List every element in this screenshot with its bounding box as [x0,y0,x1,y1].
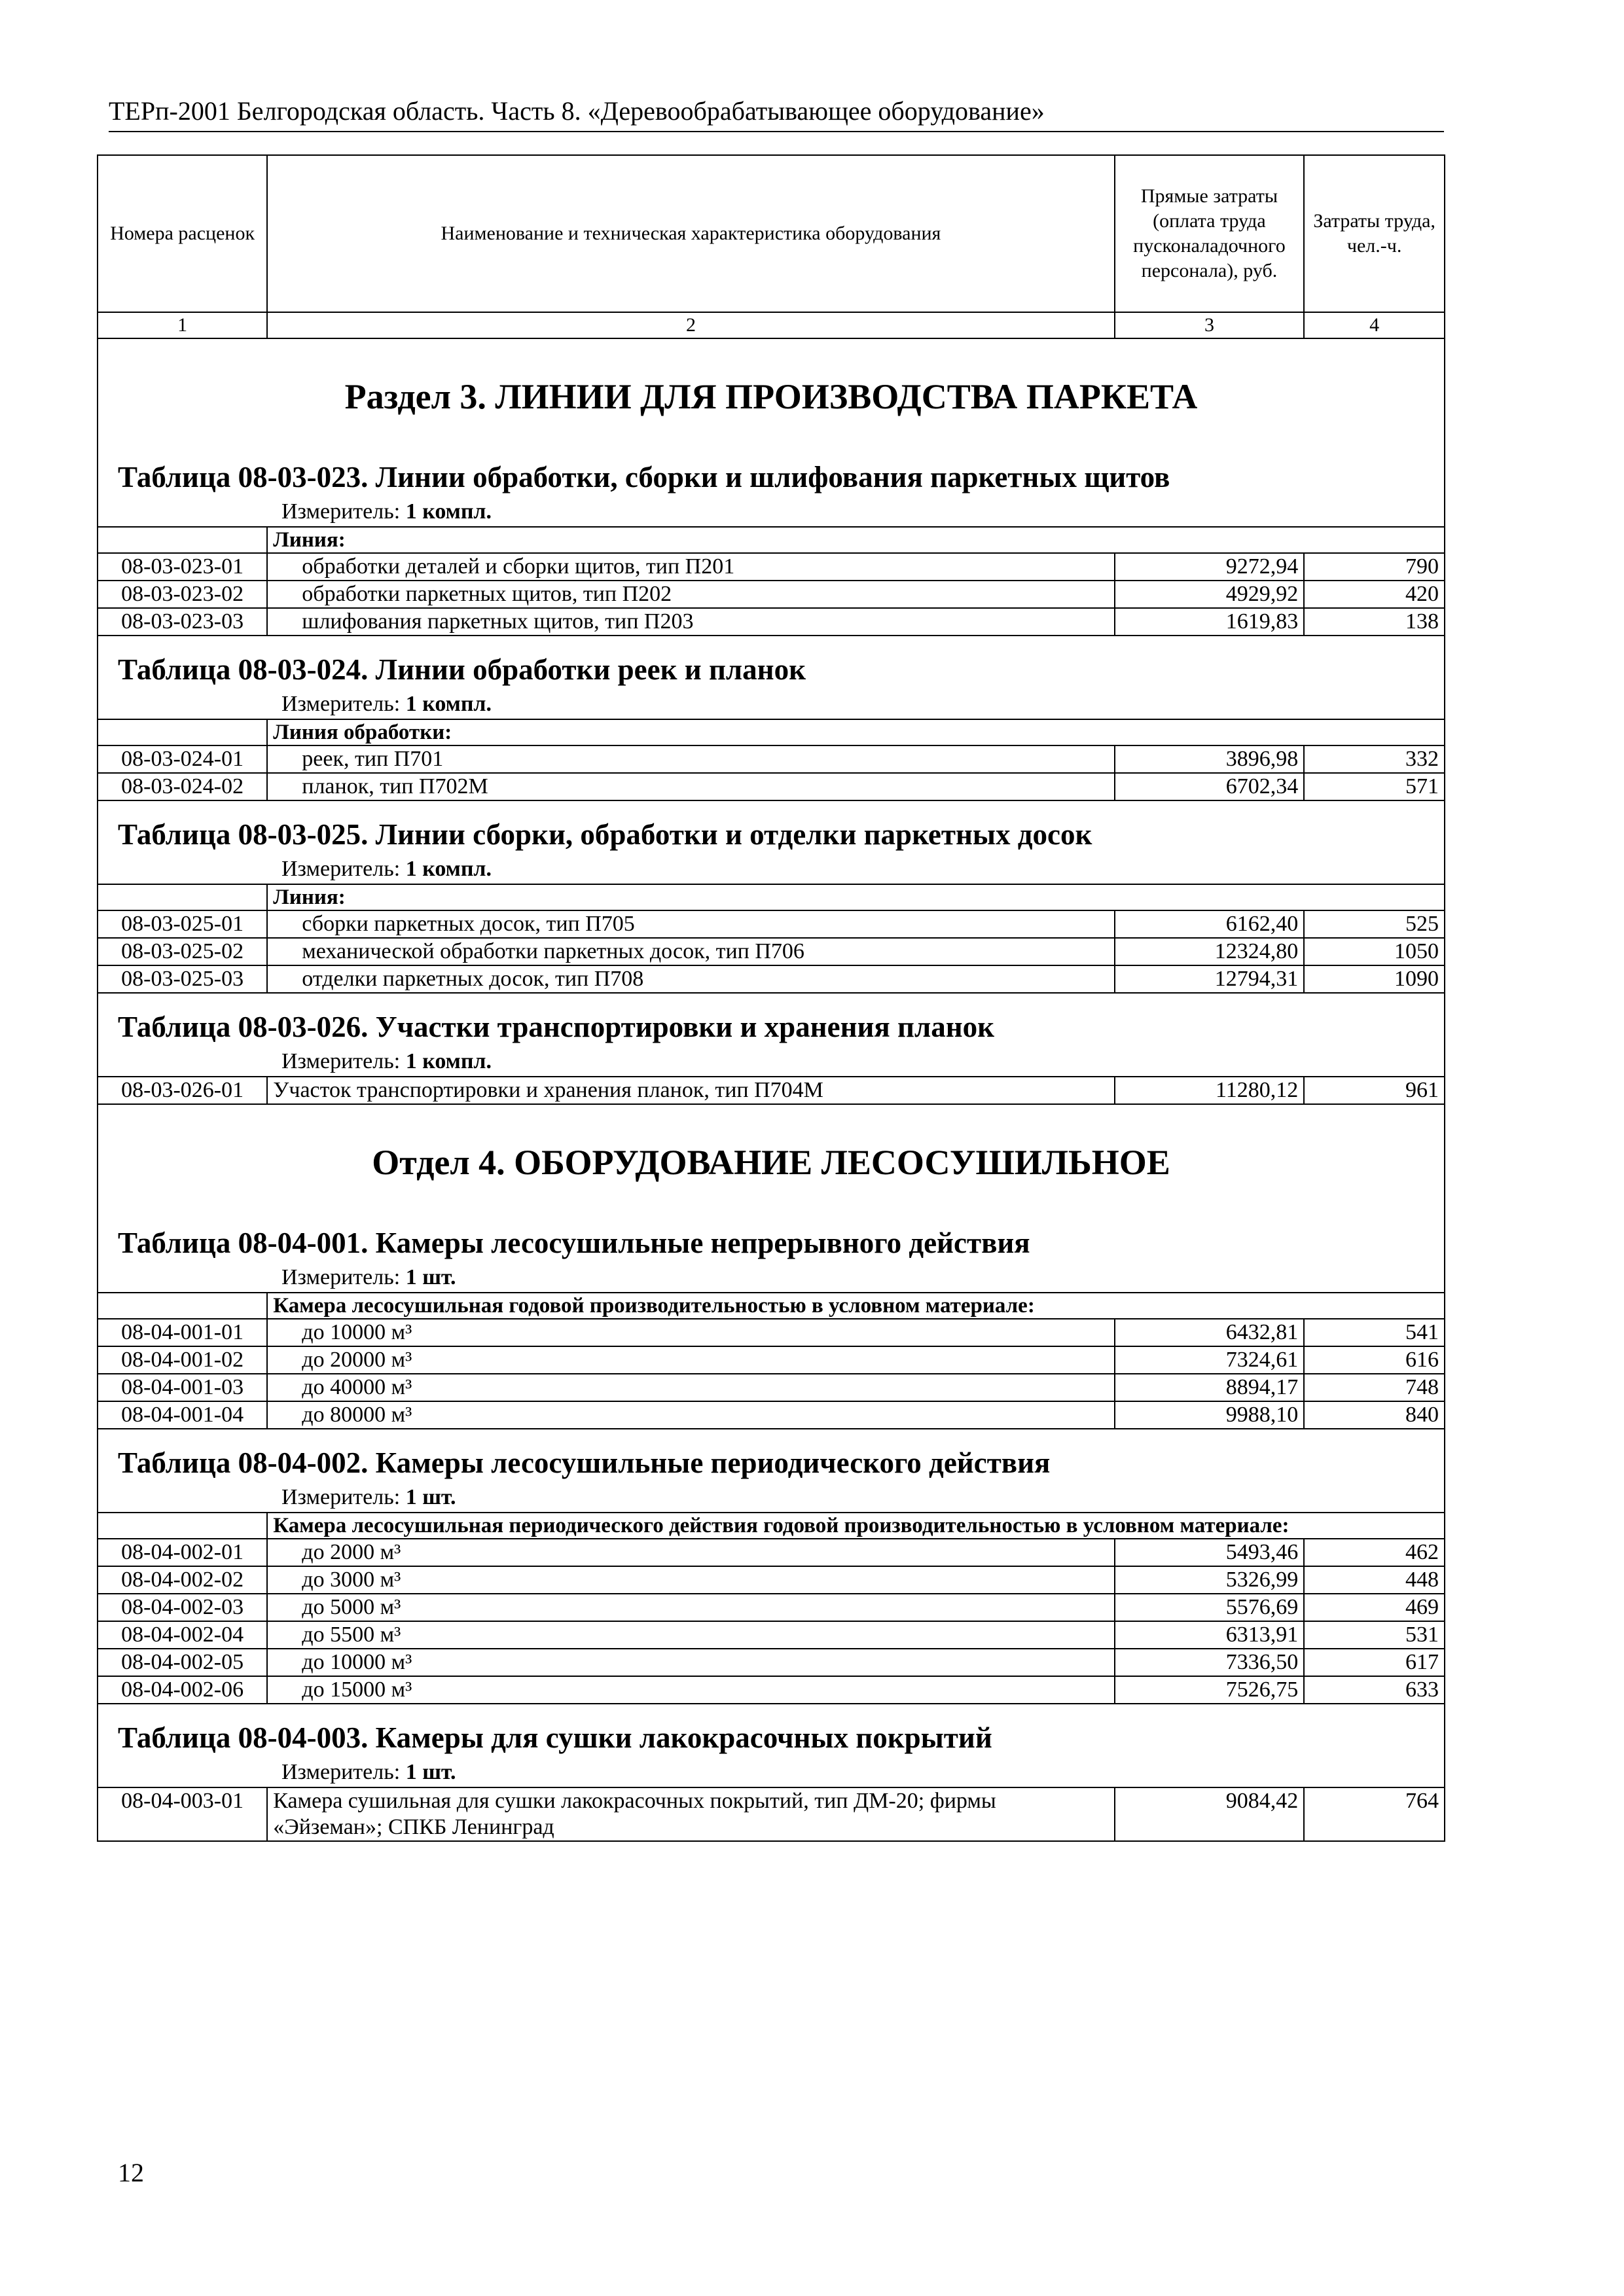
group-row [98,884,1445,910]
section-title: Отдел 4. ОБОРУДОВАНИЕ ЛЕСОСУШИЛЬНОЕ [98,1104,1445,1210]
section-title: Раздел 3. ЛИНИИ ДЛЯ ПРОИЗВОДСТВА ПАРКЕТА [98,338,1445,444]
unit-row [98,1265,1445,1293]
row-name: сборки паркетных досок, тип П705 [267,910,1114,938]
table-row [98,1787,1445,1841]
table-title: Таблица 08-03-024. Линии обработки реек и планок [98,636,1445,691]
table-title-row [98,1429,1445,1484]
table-title-row [98,636,1445,691]
group-row [98,527,1445,553]
group-label: Линия: [267,884,1445,910]
row-cost: 6162,40 [1115,910,1305,938]
row-cost: 5576,69 [1115,1594,1305,1621]
unit-label [98,1759,1445,1787]
row-name: шлифования паркетных щитов, тип П203 [267,608,1114,636]
row-code: 08-03-023-01 [98,553,267,581]
row-cost: 9988,10 [1115,1401,1305,1429]
row-labor: 448 [1304,1566,1445,1594]
unit-value: 1 компл. [405,857,492,881]
row-code: 08-04-001-04 [98,1401,267,1429]
row-cost: 7526,75 [1115,1676,1305,1704]
row-code: 08-03-026-01 [98,1077,267,1104]
table-row [98,1374,1445,1401]
row-cost: 12794,31 [1115,965,1305,993]
table-row [98,938,1445,965]
section-title-row [98,1104,1445,1210]
column-header-labor: Затраты труда, чел.-ч. [1304,155,1445,312]
row-name: до 15000 м³ [267,1676,1114,1704]
row-cost: 5493,46 [1115,1539,1305,1566]
table-row [98,1594,1445,1621]
row-name: до 80000 м³ [267,1401,1114,1429]
unit-value: 1 шт. [405,1485,456,1509]
table-title: Таблица 08-04-003. Камеры для сушки лакокрасочных покрытий [98,1704,1445,1759]
table-row [98,1539,1445,1566]
row-code: 08-03-023-03 [98,608,267,636]
table-title-row [98,444,1445,499]
row-name: Камера сушильная для сушки лакокрасочных покрытий, тип ДМ-20; фирмы «Эйземан»; СПКБ Ленинград [267,1787,1114,1841]
table-title-row [98,1210,1445,1265]
row-code: 08-04-002-05 [98,1649,267,1676]
table-row [98,1319,1445,1346]
unit-row [98,856,1445,884]
group-label: Линия: [267,527,1445,553]
table-title-row [98,993,1445,1049]
column-number: 2 [267,312,1114,338]
page-header: ТЕРп-2001 Белгородская область. Часть 8. «Деревообрабатывающее оборудование» [109,96,1444,132]
table-row [98,965,1445,993]
table-header-row [98,155,1445,312]
unit-row [98,1484,1445,1513]
unit-prefix: Измеритель: [281,692,406,716]
row-name: до 40000 м³ [267,1374,1114,1401]
table-row [98,553,1445,581]
table-row [98,608,1445,636]
column-number: 3 [1115,312,1305,338]
row-cost: 3896,98 [1115,745,1305,773]
row-code: 08-03-024-02 [98,773,267,800]
group-label: Камера лесосушильная годовой производительностью в условном материале: [267,1293,1445,1319]
group-code-cell [98,884,267,910]
unit-value: 1 шт. [405,1265,456,1289]
row-labor: 469 [1304,1594,1445,1621]
table-row [98,1566,1445,1594]
row-labor: 525 [1304,910,1445,938]
row-name: до 5500 м³ [267,1621,1114,1649]
group-label: Линия обработки: [267,719,1445,745]
row-name: до 20000 м³ [267,1346,1114,1374]
row-name: до 10000 м³ [267,1319,1114,1346]
group-label: Камера лесосушильная периодического действия годовой производительностью в условном материале: [267,1513,1445,1539]
row-name: до 10000 м³ [267,1649,1114,1676]
row-code: 08-03-025-01 [98,910,267,938]
row-code: 08-03-025-02 [98,938,267,965]
row-cost: 6432,81 [1115,1319,1305,1346]
unit-label [98,1484,1445,1513]
row-cost: 5326,99 [1115,1566,1305,1594]
row-labor: 1090 [1304,965,1445,993]
row-code: 08-04-002-01 [98,1539,267,1566]
column-number: 1 [98,312,267,338]
row-labor: 138 [1304,608,1445,636]
table-row [98,581,1445,608]
table-title-row [98,1704,1445,1759]
row-name: до 3000 м³ [267,1566,1114,1594]
column-header-cost: Прямые затраты (оплата труда пусконаладочного персонала), руб. [1115,155,1305,312]
row-labor: 633 [1304,1676,1445,1704]
row-code: 08-03-023-02 [98,581,267,608]
row-labor: 840 [1304,1401,1445,1429]
unit-prefix: Измеритель: [281,1265,406,1289]
unit-label [98,691,1445,719]
rates-table [97,154,1445,1842]
table-row [98,1401,1445,1429]
row-labor: 420 [1304,581,1445,608]
row-name: обработки паркетных щитов, тип П202 [267,581,1114,608]
group-row [98,1513,1445,1539]
row-labor: 531 [1304,1621,1445,1649]
row-code: 08-04-002-06 [98,1676,267,1704]
page-number: 12 [118,2158,144,2187]
unit-prefix: Измеритель: [281,499,406,524]
row-name: обработки деталей и сборки щитов, тип П201 [267,553,1114,581]
row-name: реек, тип П701 [267,745,1114,773]
unit-prefix: Измеритель: [281,1049,406,1073]
group-code-cell [98,1513,267,1539]
unit-value: 1 компл. [405,692,492,716]
row-cost: 11280,12 [1115,1077,1305,1104]
row-code: 08-04-002-03 [98,1594,267,1621]
row-cost: 1619,83 [1115,608,1305,636]
group-code-cell [98,1293,267,1319]
row-code: 08-04-001-01 [98,1319,267,1346]
row-code: 08-04-003-01 [98,1787,267,1841]
group-row [98,1293,1445,1319]
table-title: Таблица 08-04-001. Камеры лесосушильные непрерывного действия [98,1210,1445,1265]
column-number-row [98,312,1445,338]
row-labor: 571 [1304,773,1445,800]
unit-value: 1 компл. [405,499,492,524]
row-labor: 790 [1304,553,1445,581]
table-title: Таблица 08-03-026. Участки транспортировки и хранения планок [98,993,1445,1049]
column-number: 4 [1304,312,1445,338]
row-labor: 764 [1304,1787,1445,1841]
unit-row [98,691,1445,719]
row-code: 08-03-024-01 [98,745,267,773]
table-row [98,1621,1445,1649]
row-cost: 4929,92 [1115,581,1305,608]
unit-label [98,1265,1445,1293]
row-name: Участок транспортировки и хранения планок, тип П704М [267,1077,1114,1104]
table-title: Таблица 08-03-023. Линии обработки, сборки и шлифования паркетных щитов [98,444,1445,499]
row-labor: 616 [1304,1346,1445,1374]
row-code: 08-04-002-04 [98,1621,267,1649]
table-row [98,745,1445,773]
row-cost: 6313,91 [1115,1621,1305,1649]
row-cost: 12324,80 [1115,938,1305,965]
row-labor: 1050 [1304,938,1445,965]
row-labor: 462 [1304,1539,1445,1566]
row-labor: 332 [1304,745,1445,773]
column-header-code: Номера расценок [98,155,267,312]
table-title: Таблица 08-03-025. Линии сборки, обработки и отделки паркетных досок [98,800,1445,856]
group-row [98,719,1445,745]
row-code: 08-04-001-03 [98,1374,267,1401]
unit-prefix: Измеритель: [281,1485,406,1509]
row-name: механической обработки паркетных досок, тип П706 [267,938,1114,965]
table-row [98,910,1445,938]
row-cost: 9084,42 [1115,1787,1305,1841]
group-code-cell [98,527,267,553]
row-labor: 541 [1304,1319,1445,1346]
unit-row [98,499,1445,527]
row-cost: 7336,50 [1115,1649,1305,1676]
unit-row [98,1049,1445,1077]
unit-label [98,1049,1445,1077]
row-labor: 617 [1304,1649,1445,1676]
table-row [98,773,1445,800]
row-name: отделки паркетных досок, тип П708 [267,965,1114,993]
row-labor: 961 [1304,1077,1445,1104]
table-row [98,1346,1445,1374]
row-cost: 8894,17 [1115,1374,1305,1401]
row-name: планок, тип П702М [267,773,1114,800]
row-name: до 2000 м³ [267,1539,1114,1566]
unit-row [98,1759,1445,1787]
row-cost: 6702,34 [1115,773,1305,800]
unit-value: 1 шт. [405,1760,456,1784]
row-cost: 7324,61 [1115,1346,1305,1374]
table-row [98,1676,1445,1704]
table-row [98,1649,1445,1676]
column-header-name: Наименование и техническая характеристика оборудования [267,155,1114,312]
row-code: 08-03-025-03 [98,965,267,993]
table-row [98,1077,1445,1104]
row-code: 08-04-001-02 [98,1346,267,1374]
row-cost: 9272,94 [1115,553,1305,581]
unit-prefix: Измеритель: [281,1760,406,1784]
unit-label [98,856,1445,884]
unit-label [98,499,1445,527]
unit-prefix: Измеритель: [281,857,406,881]
section-title-row [98,338,1445,444]
row-name: до 5000 м³ [267,1594,1114,1621]
row-code: 08-04-002-02 [98,1566,267,1594]
table-title: Таблица 08-04-002. Камеры лесосушильные периодического действия [98,1429,1445,1484]
unit-value: 1 компл. [405,1049,492,1073]
row-labor: 748 [1304,1374,1445,1401]
group-code-cell [98,719,267,745]
table-title-row [98,800,1445,856]
